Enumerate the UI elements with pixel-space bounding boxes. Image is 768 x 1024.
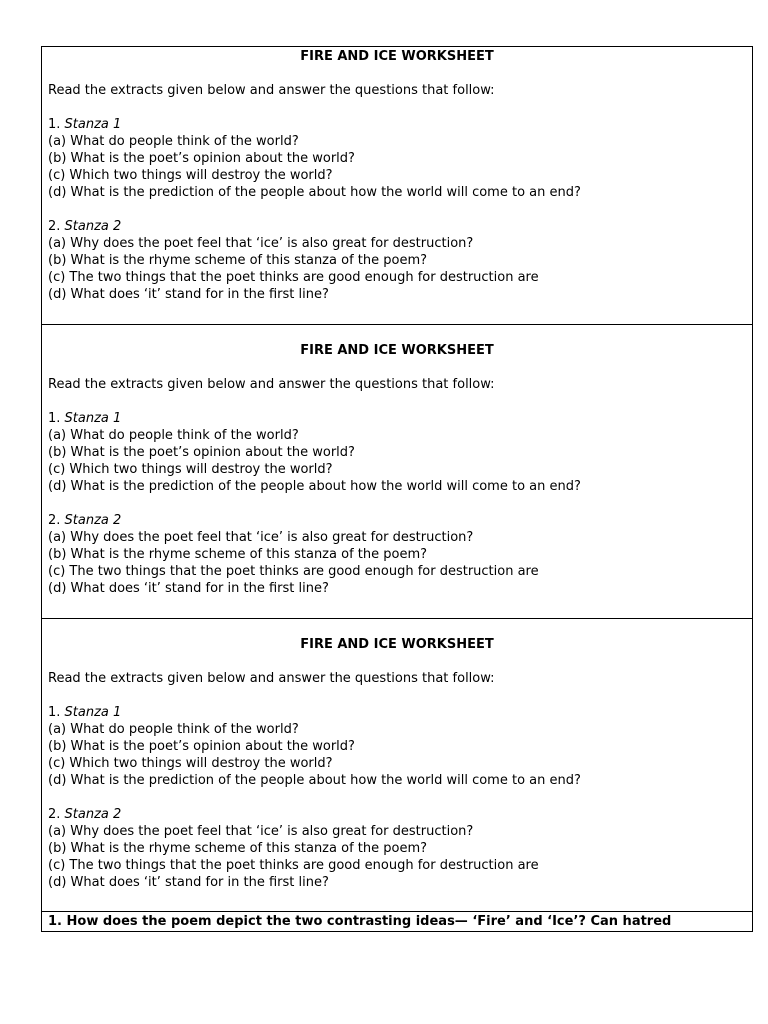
stanza-1-question-d: (d) What is the prediction of the people about how the world will come to an end? [48, 479, 581, 494]
stanza-2-number: 2. [48, 807, 61, 822]
stanza-2-question-b: (b) What is the rhyme scheme of this stanza of the poem? [48, 841, 428, 856]
stanza-1-question-c: (c) Which two things will destroy the world? [48, 462, 333, 477]
stanza-2-heading [48, 218, 746, 235]
footer-question: 1. How does the poem depict the two contrasting ideas— ‘Fire’ and ‘Ice’? Can hatred [48, 914, 672, 929]
stanza-2-question-b: (b) What is the rhyme scheme of this stanza of the poem? [48, 547, 428, 562]
worksheet-section-3 [42, 619, 752, 912]
stanza-1-number: 1. [48, 411, 61, 426]
stanza-2-question-a: (a) Why does the poet feel that ‘ice’ is also great for destruction? [48, 824, 474, 839]
stanza-1-question-a: (a) What do people think of the world? [48, 134, 299, 149]
worksheet-title: FIRE AND ICE WORKSHEET [300, 343, 494, 358]
stanza-2-question-c: (c) The two things that the poet thinks are good enough for destruction are [48, 564, 539, 579]
stanza-2-label: Stanza 2 [64, 807, 122, 822]
stanza-2-number: 2. [48, 513, 61, 528]
stanza-2-number: 2. [48, 219, 61, 234]
stanza-1-heading [48, 116, 746, 133]
stanza-1-question-b: (b) What is the poet’s opinion about the world? [48, 151, 355, 166]
stanza-2-question-a: (a) Why does the poet feel that ‘ice’ is also great for destruction? [48, 530, 474, 545]
stanza-1-heading [48, 704, 746, 721]
instruction-text: Read the extracts given below and answer the questions that follow: [48, 83, 495, 98]
stanza-2-label: Stanza 2 [64, 219, 122, 234]
stanza-1-label: Stanza 1 [64, 705, 122, 720]
stanza-1-question-a: (a) What do people think of the world? [48, 428, 299, 443]
stanza-1-question-b: (b) What is the poet’s opinion about the world? [48, 739, 355, 754]
stanza-2-heading [48, 806, 746, 823]
stanza-1-question-c: (c) Which two things will destroy the world? [48, 168, 333, 183]
instruction-text: Read the extracts given below and answer the questions that follow: [48, 671, 495, 686]
stanza-1-number: 1. [48, 705, 61, 720]
worksheet-section-1 [42, 47, 752, 325]
stanza-2-question-c: (c) The two things that the poet thinks are good enough for destruction are [48, 270, 539, 285]
worksheet-title: FIRE AND ICE WORKSHEET [300, 637, 494, 652]
stanza-1-question-d: (d) What is the prediction of the people about how the world will come to an end? [48, 185, 581, 200]
worksheet-title: FIRE AND ICE WORKSHEET [300, 49, 494, 64]
stanza-1-label: Stanza 1 [64, 411, 122, 426]
worksheet-table [41, 46, 753, 932]
stanza-1-number: 1. [48, 117, 61, 132]
stanza-2-question-c: (c) The two things that the poet thinks are good enough for destruction are [48, 858, 539, 873]
stanza-2-question-d: (d) What does ‘it’ stand for in the first line? [48, 581, 329, 596]
stanza-1-question-b: (b) What is the poet’s opinion about the world? [48, 445, 355, 460]
stanza-1-question-a: (a) What do people think of the world? [48, 722, 299, 737]
stanza-2-question-b: (b) What is the rhyme scheme of this stanza of the poem? [48, 253, 428, 268]
stanza-1-label: Stanza 1 [64, 117, 122, 132]
instruction-text: Read the extracts given below and answer the questions that follow: [48, 377, 495, 392]
worksheet-section-2 [42, 325, 752, 619]
stanza-2-heading [48, 512, 746, 529]
stanza-2-question-d: (d) What does ‘it’ stand for in the first line? [48, 875, 329, 890]
stanza-2-label: Stanza 2 [64, 513, 122, 528]
stanza-2-question-a: (a) Why does the poet feel that ‘ice’ is also great for destruction? [48, 236, 474, 251]
stanza-2-question-d: (d) What does ‘it’ stand for in the first line? [48, 287, 329, 302]
stanza-1-question-d: (d) What is the prediction of the people about how the world will come to an end? [48, 773, 581, 788]
stanza-1-heading [48, 410, 746, 427]
stanza-1-question-c: (c) Which two things will destroy the world? [48, 756, 333, 771]
